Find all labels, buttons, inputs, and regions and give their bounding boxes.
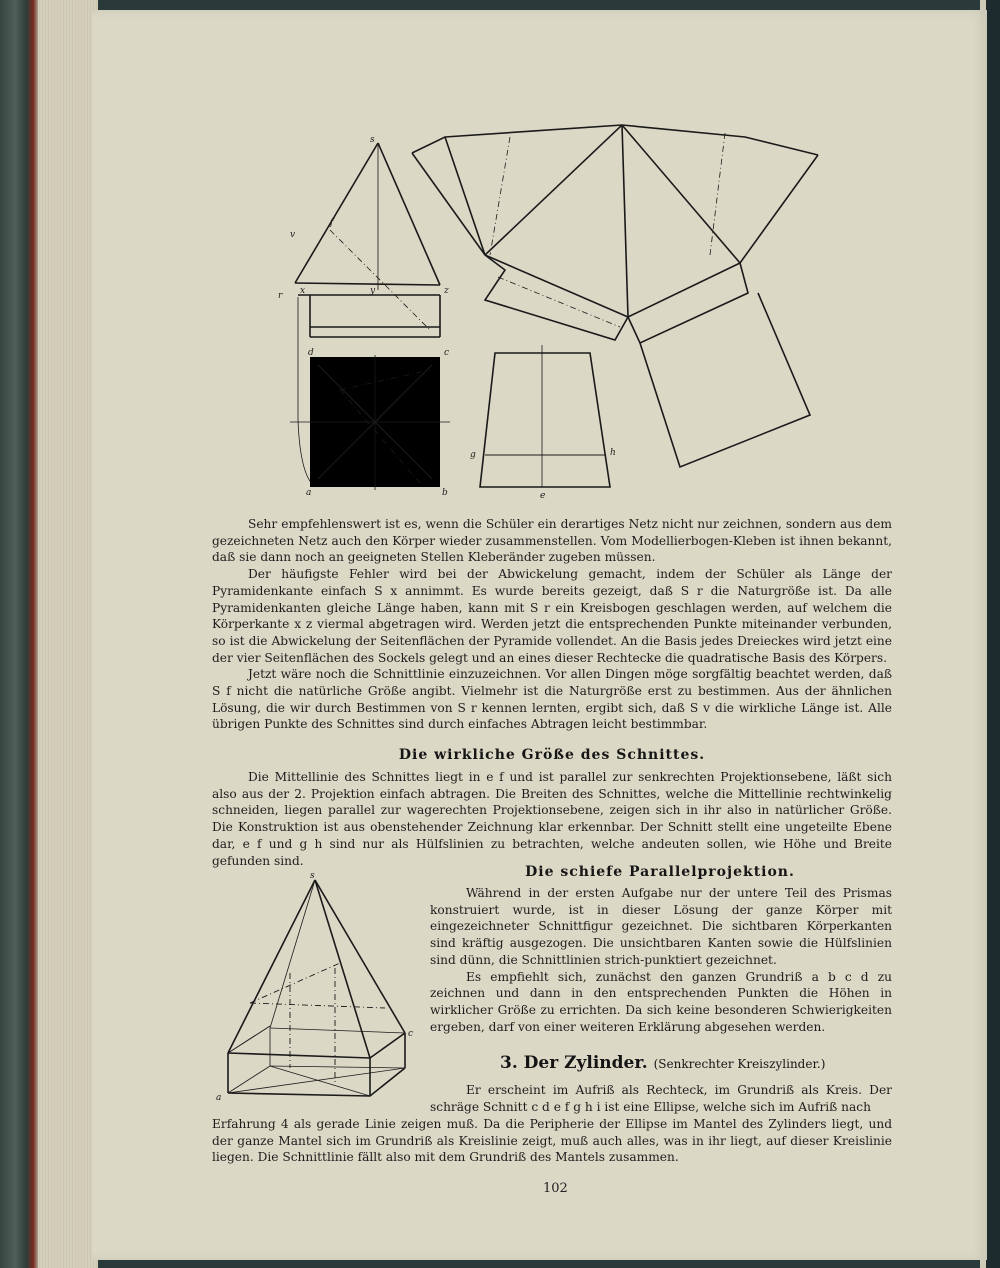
label-s2: s [310, 871, 315, 881]
label-d: d [308, 348, 314, 358]
label-c2: c [408, 1029, 414, 1039]
body-text-top [212, 516, 892, 733]
book-binding [0, 0, 38, 1268]
label-g: g [470, 450, 476, 460]
heading-zylinder-sub: (Senkrechter Kreiszylinder.) [653, 1057, 826, 1071]
heading-wirkliche-groesse: Die wirkliche Größe des Schnittes. [398, 747, 706, 763]
label-a: a [306, 488, 312, 498]
pyramid-development [412, 125, 818, 467]
label-z: z [444, 286, 449, 296]
label-a2: a [216, 1093, 222, 1103]
label-f: f [330, 218, 334, 228]
paragraph-3: Jetzt wäre noch die Schnittlinie einzuzeichnen. Vor allen Dingen möge sorgfältig beachtet werden, daß S f nicht die natürliche Größe angibt. Vielmehr ist die Naturgröße erst zu bestimmen. Aus der ähnlichen Lösung, die wir durch Bestimmen von S r kennen lernten, ergibt sich, daß S v die wirkliche Länge ist. Alle übrigen Punkte des Schnittes sind durch einfaches Abtragen leicht bestimmbar. [212, 667, 892, 732]
background-edge [986, 0, 1000, 1268]
paragraph-schnitt: Die Mittellinie des Schnittes liegt in e f und ist parallel zur senkrechten Projektionsebene, läßt sich also aus der 2. Projektion einfach abtragen. Die Breiten des Schnittes, welche die Mittellinie rechtwinkelig schneiden, liegen parallel zur wagerechten Projektionsebene, zeigen sich in ihr also in natürlicher Größe. Die Konstruktion ist aus obenstehender Zeichnung klar erkennbar. Der Schnitt stellt eine ungeteilte Ebene dar, e f und g h sind nur als Hülfslinien zu betrachten, welche andeuten sollen, wie Höhe und Breite gefunden sind. [212, 770, 892, 868]
paragraph-schief-1: Während in der ersten Aufgabe nur der untere Teil des Prismas konstruiert wurde, ist in dieser Lösung der ganze Körper mit eingezeichneter Schnittfigur gezeichnet. Die sichtbaren Körperkanten sind kräftig ausgezogen. Die unsichtbaren Kanten sowie die Hülfslinien sind dünn, die Schnittlinien strich-punktiert gezeichnet. [430, 886, 892, 967]
label-x: x [300, 286, 306, 296]
label-y: y [370, 286, 376, 296]
paragraph-zylinder-2: Erfahrung 4 als gerade Linie zeigen muß. Da die Peripherie der Ellipse im Mantel des Zylinders liegt, und der ganze Mantel sich im Grundriß als Kreislinie zeigt, muß auch alles, was in ihr liegt, auf dieser Kreislinie liegen. Die Schnittlinie fällt also mit dem Grundriß des Mantels zusammen. [212, 1117, 892, 1165]
pyramid-plan [290, 355, 450, 490]
label-e: e [540, 491, 546, 500]
label-r: r [278, 291, 283, 301]
paragraph-schief-2: Es empfiehlt sich, zunächst den ganzen Grundriß a b c d zu zeichnen und dann in den entsprechenden Punkten die Höhen in wirklicher Größe zu errichten. Da sich keine besonderen Schwierigkeiten ergeben, darf von einer weiteren Erklärung abgesehen werden. [430, 969, 892, 1034]
label-c: c [444, 348, 450, 358]
page-number: 102 [543, 1181, 568, 1196]
heading-zylinder [500, 1053, 890, 1073]
paragraph-2: Der häufigste Fehler wird bei der Abwickelung gemacht, indem der Schüler als Länge der Pyramidenkante einfach S x annimmt. Es wurde bereits gezeigt, daß S r die Naturgröße ist. Da alle Pyramidenkanten gleiche Länge haben, kann mit S r ein Kreisbogen geschlagen werden, auf welchem die Körperkante x z viermal abgetragen wird. Werden jetzt die entsprechenden Punkte miteinander verbunden, so ist die Abwickelung der Seitenflächen der Pyramide vollendet. An die Basis jedes Dreieckes wird jetzt eine der vier Seitenflächen des Sockels gelegt und an eines dieser Rechtecke die quadratische Basis des Körpers. [212, 567, 892, 665]
page-edges [38, 0, 98, 1268]
label-h: h [610, 448, 616, 458]
label-b: b [442, 488, 448, 498]
pyramid-net-figure [270, 115, 830, 500]
section-trapezoid [480, 345, 610, 487]
paragraph-1: Sehr empfehlenswert ist es, wenn die Schüler ein derartiges Netz nicht nur zeichnen, sondern aus dem gezeichneten Netz auch den Körper wieder zusammenstellen. Vom Modellierbogen-Kleben ist ihnen bekannt, daß sie dann noch an geeigneten Stellen Kleberänder zugeben müssen. [212, 517, 892, 565]
heading-schiefe-parallelprojektion: Die schiefe Parallelprojektion. [525, 864, 795, 880]
paragraph-zylinder-1: Er erscheint im Aufriß als Rechteck, im Grundriß als Kreis. Der schräge Schnitt c d e f g h i ist eine Ellipse, welche sich im Aufriß nach [430, 1083, 892, 1114]
body-text-zylinder-1 [430, 1082, 892, 1115]
body-text-zylinder-2 [212, 1116, 892, 1166]
body-text-schnitt [212, 769, 892, 869]
label-v: v [290, 230, 296, 240]
heading-zylinder-main: 3. Der Zylinder. [500, 1053, 648, 1073]
label-s: s [370, 135, 375, 145]
body-text-schief [430, 885, 892, 1035]
oblique-projection-figure [210, 868, 420, 1103]
